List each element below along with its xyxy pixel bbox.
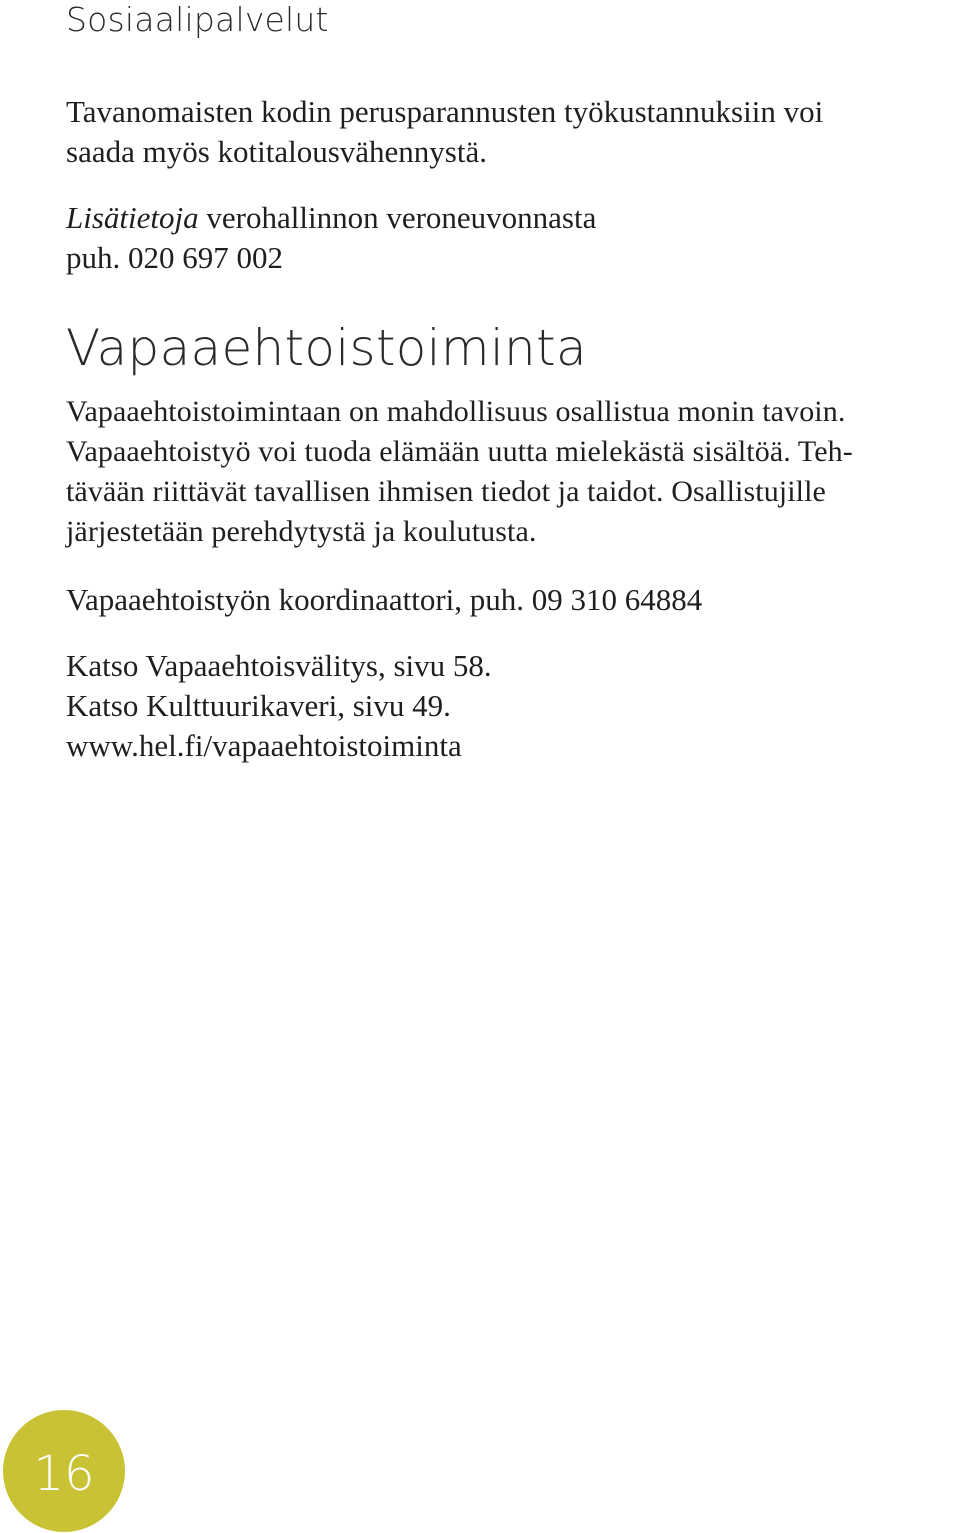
page-number-badge bbox=[3, 1410, 125, 1532]
info-line-1 bbox=[66, 198, 596, 238]
references-paragraph bbox=[66, 646, 492, 766]
body-line-2: Vapaaehtoistyö voi tuoda elämään uutta mielekästä sisältöä. Teh- bbox=[66, 435, 853, 468]
body-line-1: Vapaaehtoistoimintaan on mahdollisuus osallistua monin tavoin. bbox=[66, 395, 846, 428]
intro-line-2: saada myös kotitalousvähennystä. bbox=[66, 134, 487, 169]
page-number: 16 bbox=[33, 1446, 95, 1502]
ref-volunteer-agency: Katso Vapaaehtoisvälitys, sivu 58. bbox=[66, 648, 492, 683]
intro-paragraph bbox=[66, 92, 823, 172]
coordinator-line: Vapaaehtoistyön koordinaattori, puh. 09 310 64884 bbox=[66, 582, 703, 617]
info-label: Lisätietoja bbox=[66, 200, 199, 235]
intro-line-1: Tavanomaisten kodin perusparannusten työkustannuksiin voi bbox=[66, 94, 824, 129]
body-line-4: järjestetään perehdytystä ja koulutusta. bbox=[66, 515, 537, 548]
info-phone: puh. 020 697 002 bbox=[66, 240, 283, 275]
coordinator-paragraph bbox=[66, 580, 702, 620]
info-paragraph bbox=[66, 198, 596, 278]
section-heading: Vapaaehtoistoiminta bbox=[66, 319, 587, 377]
ref-website-link[interactable]: www.hel.fi/vapaaehtoistoiminta bbox=[66, 728, 462, 763]
info-text: verohallinnon veroneuvonnasta bbox=[198, 200, 597, 235]
body-line-3: tävään riittävät tavallisen ihmisen tiedot ja taidot. Osallistujille bbox=[66, 475, 826, 508]
body-paragraph bbox=[66, 392, 853, 552]
section-header: Sosiaalipalvelut bbox=[66, 0, 329, 39]
ref-culture-buddy: Katso Kulttuurikaveri, sivu 49. bbox=[66, 688, 451, 723]
